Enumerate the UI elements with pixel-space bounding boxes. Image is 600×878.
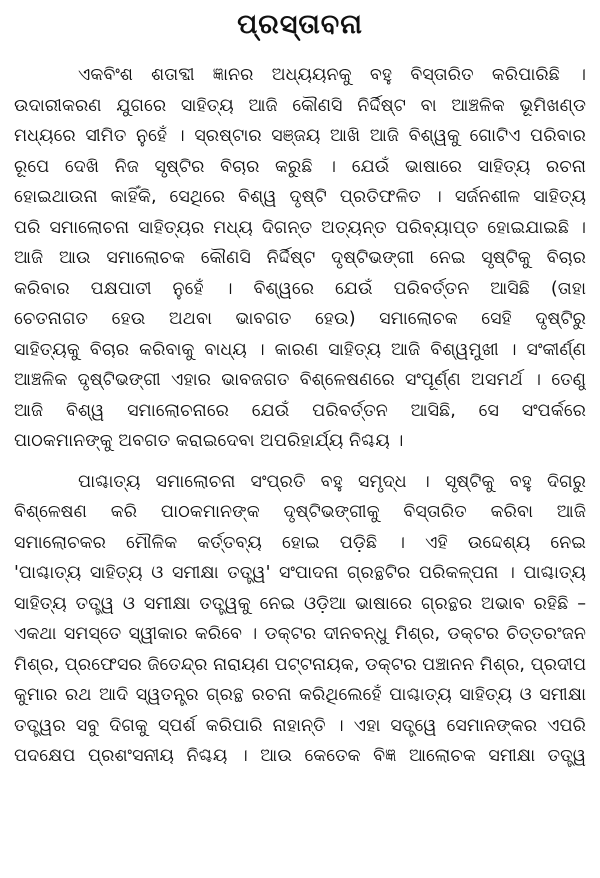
paragraph-line: ସମାଲୋଚକର ମୌଳିକ କର୍ତ୍ତବ୍ୟ ହୋଇ ପଡ଼ିଛି । ଏହି ଉଦ୍ଦେଶ୍ୟ ନେଇ [14,532,586,553]
paragraph-line: ବିଶ୍ଳେଷଣ କରି ପାଠକମାନଙ୍କ ଦୃଷ୍ଟିଭଙ୍ଗୀକୁ ବିସ୍ତାରିତ କରିବା ଆଜି [14,502,586,522]
paragraph-line: ଉଦାରୀକରଣ ଯୁଗରେ ସାହିତ୍ୟ ଆଜି କୌଣସି ନିର୍ଦ୍ଦିଷ୍ଟ ବା ଆଞ୍ଚଳିକ ଭୂମିଖଣ୍ଡ [14,95,586,116]
paragraph-line: କରିବାର ପକ୍ଷପାତୀ ନୁହେଁ । ବିଶ୍ୱରେ ଯେଉଁ ପରିବର୍ତ୍ତନ ଆସିଛି (ତାହା [14,278,586,299]
paragraph-line: ଏକବିଂଶ ଶତାବ୍ଦୀ ଜ୍ଞାନର ଅଧ୍ୟୟନକୁ ବହୁ ବିସ୍ତାରିତ କରିପାରିଛି । [78,65,586,85]
paragraph-line: 'ପାଶ୍ଚାତ୍ୟ ସାହିତ୍ୟ ଓ ସମୀକ୍ଷା ତତ୍ତ୍ୱ' ସଂପାଦନା ଗ୍ରନ୍ଥଟିର ପରିକଳ୍ପନା । ପାଶ୍ଚାତ୍ୟ [14,563,586,583]
paragraph-line: ହୋଇଥାଉନା କାହିଁକି, ସେଥିରେ ବିଶ୍ୱ ଦୃଷ୍ଟି ପ୍ରତିଫଳିତ । ସର୍ଜନଶୀଳ ସାହିତ୍ୟ [14,187,586,207]
paragraph-line: ମିଶ୍ର, ପ୍ରଫେସର ଜିତେନ୍ଦ୍ର ନାରାୟଣ ପଟ୍ଟନାୟକ, ଡକ୍ଟର ପଞ୍ଚାନନ ମିଶ୍ର, ପ୍ରଦୀପ [14,654,586,675]
paragraph-line: ପରି ସମାଲୋଚନା ସାହିତ୍ୟର ମଧ୍ୟ ଦିଗନ୍ତ ଅତ୍ୟନ୍ତ ପରିବ୍ୟାପ୍ତ ହୋଇଯାଇଛି । [14,217,586,238]
paragraph-1 [14,60,586,457]
paragraph-line: ମଧ୍ୟରେ ସୀମିତ ନୁହେଁ । ସ୍ରଷ୍ଟାର ସଞ୍ଜୟ ଆଖି ଆଜି ବିଶ୍ୱକୁ ଗୋଟିଏ ପରିବାର [14,126,586,146]
paragraph-line: ପାଠକମାନଙ୍କୁ ଅବଗତ କରାଇଦେବା ଅପରିହାର୍ଯ୍ୟ ନିଶ୍ଚୟ । [14,431,404,451]
paragraph-line: ଚେତନାଗତ ହେଉ ଅଥବା ଭାବଗତ ହେଉ) ସମାଲୋଚକ ସେହି ଦୃଷ୍ଟିରୁ [14,309,586,329]
paragraph-line: ଆଜି ବିଶ୍ୱ ସମାଲୋଚନାରେ ଯେଉଁ ପରିବର୍ତ୍ତନ ଆସିଛି, ସେ ସଂପର୍କରେ [14,400,586,421]
paragraph-2 [14,467,586,772]
paragraph-line: ଆଞ୍ଚଳିକ ଦୃଷ୍ଟିଭଙ୍ଗୀ ଏହାର ଭାବଜଗତ ବିଶ୍ଳେଷଣରେ ସଂପୂର୍ଣ୍ଣ ଅସମର୍ଥ । ତେଣୁ [14,370,586,390]
paragraph-line: ପାଶ୍ଚାତ୍ୟ ସମାଲୋଚନା ସଂପ୍ରତି ବହୁ ସମୃଦ୍ଧ । ସୃଷ୍ଟିକୁ ବହୁ ଦିଗରୁ [78,471,586,492]
paragraph-line: କୁମାର ରଥ ଆଦି ସ୍ୱତନ୍ତ୍ର ଗ୍ରନ୍ଥ ରଚନା କରିଥିଲେହେଁ ପାଶ୍ଚାତ୍ୟ ସାହିତ୍ୟ ଓ ସମୀକ୍ଷା [14,685,586,705]
paragraph-line: ରୂପେ ଦେଖି ନିଜ ସୃଷ୍ଟିର ବିଚାର କରୁଛି । ଯେଉଁ ଭାଷାରେ ସାହିତ୍ୟ ରଚନା [14,156,586,177]
paragraph-line: ସାହିତ୍ୟ ତତ୍ତ୍ୱ ଓ ସମୀକ୍ଷା ତତ୍ତ୍ୱକୁ ନେଇ ଓଡ଼ିଆ ଭାଷାରେ ଗ୍ରନ୍ଥର ଅଭାବ ରହିଛି – [14,593,586,614]
paragraph-line: ତତ୍ତ୍ୱର ସବୁ ଦିଗକୁ ସ୍ପର୍ଶ କରିପାରି ନାହାନ୍ତି । ଏହା ସତ୍ତ୍ୱେ ସେମାନଙ୍କର ଏପରି [14,715,586,736]
paragraph-line: ପଦକ୍ଷେପ ପ୍ରଶଂସନୀୟ ନିଶ୍ଚୟ । ଆଉ କେତେକ ବିଜ୍ଞ ଆଲୋଚକ ସମୀକ୍ଷା ତତ୍ତ୍ୱ [14,746,586,766]
page-title: ପ୍ରସ୍ତାବନା [237,9,363,40]
paragraph-line: ସାହିତ୍ୟକୁ ବିଚାର କରିବାକୁ ବାଧ୍ୟ । କାରଣ ସାହିତ୍ୟ ଆଜି ବିଶ୍ୱମୁଖୀ । ସଂକୀର୍ଣ୍ଣ [14,339,586,360]
paragraph-line: ଆଜି ଆଉ ସମାଲୋଚକ କୌଣସି ନିର୍ଦ୍ଦିଷ୍ଟ ଦୃଷ୍ଟିଭଙ୍ଗୀ ନେଇ ସୃଷ୍ଟିକୁ ବିଚାର [14,248,586,268]
paragraph-line: ଏକଥା ସମସ୍ତେ ସ୍ୱୀକାର କରିବେ । ଡକ୍ଟର ଦୀନବନ୍ଧୁ ମିଶ୍ର, ଡକ୍ଟର ଚିତ୍ତରଂଜନ [14,624,586,644]
